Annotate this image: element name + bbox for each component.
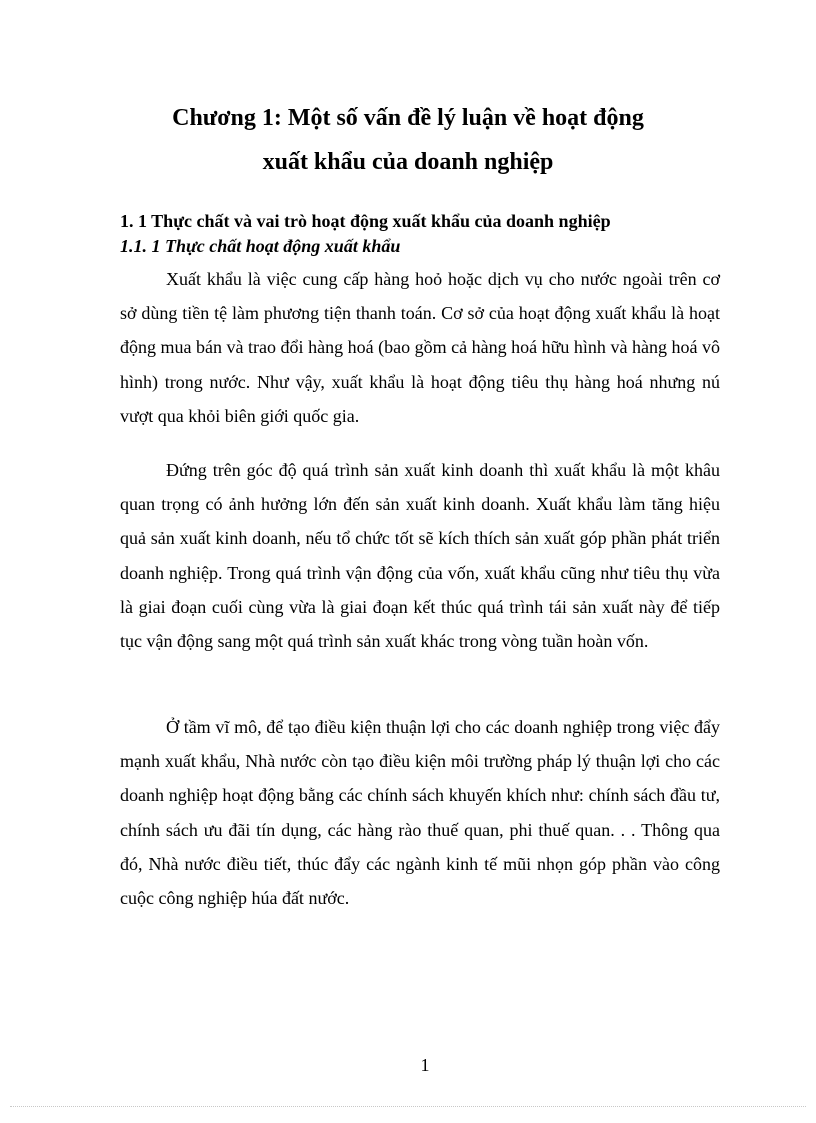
footer-divider (10, 1106, 806, 1107)
chapter-title-line-1: Chương 1: Một số vấn đề lý luận về hoạt động (172, 105, 644, 131)
paragraph-3: Ở tầm vĩ mô, để tạo điều kiện thuận lợi cho các doanh nghiệp trong việc đẩy mạnh xuất khẩu, Nhà nước còn tạo điều kiện môi trường pháp lý thuận lợi cho các doanh nghiệp hoạt động bằng các chính sách khuyến khích như: chính sách đầu tư, chính sách ưu đãi tín dụng, các hàng rào thuế quan, phi thuế quan. . . Thông qua đó, Nhà nước điều tiết, thúc đẩy các ngành kinh tế mũi nhọn góp phần vào công cuộc công nghiệp húa đất nước. (120, 717, 720, 909)
paragraph-2: Đứng trên góc độ quá trình sản xuất kinh doanh thì xuất khẩu là một khâu quan trọng có ảnh hưởng lớn đến sản xuất kinh doanh. Xuất khẩu làm tăng hiệu quả sản xuất kinh doanh, nếu tổ chức tốt sẽ kích thích sản xuất góp phần phát triển doanh nghiệp. Trong quá trình vận động của vốn, xuất khẩu cũng như tiêu thụ vừa là giai đoạn cuối cùng vừa là giai đoạn kết thúc quá trình tái sản xuất này để tiếp tục vận động sang một quá trình sản xuất khác trong vòng tuần hoàn vốn. (120, 460, 720, 652)
section-heading: 1. 1 Thực chất và vai trò hoạt động xuất khẩu của doanh nghiệp (120, 211, 611, 231)
paragraph-1: Xuất khẩu là việc cung cấp hàng hoỏ hoặc dịch vụ cho nước ngoài trên cơ sở dùng tiền tệ làm phương tiện thanh toán. Cơ sở của hoạt động xuất khẩu là hoạt động mua bán và trao đổi hàng hoá (bao gồm cả hàng hoá hữu hình và hàng hoá vô hình) trong nước. Như vậy, xuất khẩu là hoạt động tiêu thụ hàng hoá nhưng nú vượt qua khỏi biên giới quốc gia. (120, 269, 720, 426)
subsection-heading: 1.1. 1 Thực chất hoạt động xuất khẩu (120, 236, 401, 256)
page-number: 1 (420, 1055, 430, 1075)
chapter-title-line-2: xuất khẩu của doanh nghiệp (262, 149, 554, 175)
